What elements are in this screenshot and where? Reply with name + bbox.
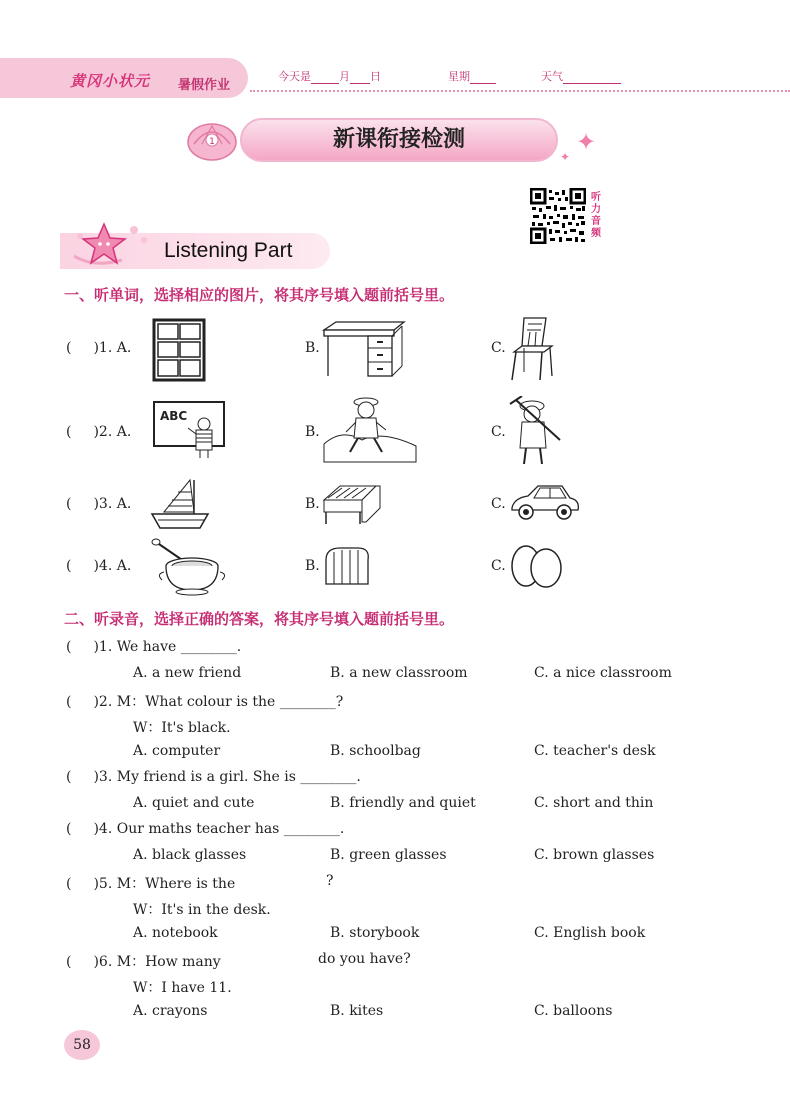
p2-q5: ( )5. M：Where is the [66,876,236,892]
q4-option-c: C. [491,558,506,574]
worker-picture[interactable] [508,396,566,466]
page-number: 58 [64,1030,100,1060]
boat-picture[interactable] [150,476,212,532]
brand-logo: 黄冈小状元 [70,72,151,90]
p2-q5-option-b: B. storybook [330,925,420,941]
q3-option-b: B. [305,496,320,512]
farmer-picture[interactable] [322,392,418,464]
p2-q1-option-b: B. a new classroom [330,665,468,681]
q1-number: ( )1. A. [66,340,132,356]
header-divider [250,90,790,92]
p2-q2-option-b: B. schoolbag [330,743,421,759]
sparkle-icon: ✦ [560,150,571,164]
part1-instruction: 一、听单词，选择相应的图片，将其序号填入题前括号里。 [64,286,455,304]
p2-q4-option-b: B. green glasses [330,847,447,863]
section-title: Listening Part [164,239,293,262]
p2-q6-option-c: C. balloons [534,1003,613,1019]
soup-bowl-picture[interactable] [150,538,226,596]
q2-option-c: C. [491,424,506,440]
svg-text:1: 1 [209,137,215,147]
p2-q1-option-c: C. a nice classroom [534,665,672,681]
p2-q3: ( )3. My friend is a girl. She is ________. [66,769,361,785]
p2-q6-option-a: A. crayons [133,1003,208,1019]
p2-q3-option-b: B. friendly and quiet [330,795,476,811]
bed-picture[interactable] [320,478,384,530]
p2-q5-option-a: A. notebook [133,925,218,941]
q1-option-b: B. [305,340,320,356]
q4-number: ( )4. A. [66,558,132,574]
q2-option-b: B. [305,424,320,440]
p2-q2-option-c: C. teacher's desk [534,743,656,759]
p2-q3-option-c: C. short and thin [534,795,654,811]
p2-q6-line2: W：I have 11. [133,980,232,996]
board-text: ABC [160,409,188,423]
part2-instruction: 二、听录音，选择正确的答案，将其序号填入题前括号里。 [64,610,455,628]
car-picture[interactable] [508,482,582,524]
p2-q1: ( )1. We have ________. [66,639,242,655]
weekday-field: 星期 [448,68,496,84]
series-title: 暑假作业 [178,78,231,93]
p2-q5-option-c: C. English book [534,925,646,941]
p2-q4: ( )4. Our maths teacher has ________. [66,821,345,837]
page-banner: 新课衔接检测 [240,118,558,162]
p2-q6: ( )6. M：How many [66,954,221,970]
p2-q6-end: do you have? [318,951,411,967]
weather-field: 天气 [541,68,621,84]
bread-picture[interactable] [322,544,372,588]
blackboard-picture[interactable] [152,400,228,460]
p2-q6-option-b: B. kites [330,1003,384,1019]
starfish-icon [64,216,164,272]
window-picture[interactable] [152,318,206,382]
qr-code-icon[interactable] [530,188,586,244]
p2-q2-line2: W：It's black. [133,720,231,736]
eggs-picture[interactable] [508,542,564,590]
q3-option-c: C. [491,496,506,512]
shell-icon [180,114,240,164]
chair-picture[interactable] [506,314,558,384]
q1-option-c: C. [491,340,506,356]
p2-q5-line2: W：It's in the desk. [133,902,271,918]
p2-q5-end: ? [326,873,334,889]
sparkle-icon: ✦ [576,128,597,156]
q3-number: ( )3. A. [66,496,132,512]
date-field: 今天是 月 日 [278,70,381,83]
p2-q1-option-a: A. a new friend [133,665,242,681]
p2-q4-option-c: C. brown glasses [534,847,655,863]
p2-q2-option-a: A. computer [133,743,221,759]
p2-q4-option-a: A. black glasses [133,847,247,863]
p2-q2: ( )2. M：What colour is the ________? [66,694,344,710]
q4-option-b: B. [305,558,320,574]
q2-number: ( )2. A. [66,424,132,440]
p2-q3-option-a: A. quiet and cute [133,795,255,811]
desk-picture[interactable] [320,318,406,380]
qr-label: 听力音频 [591,192,601,239]
